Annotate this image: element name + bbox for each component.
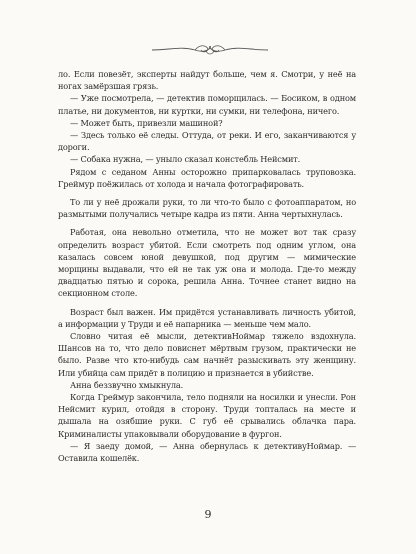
paragraph: Работая, она невольно отметила, что не может вот так сразу определить возраст убитой. Если смотреть под одним углом, она казалась совсем юной девушкой, под другим — мимические морщины выдавали, что ей не так уж она и молода. Где-то между двадцатью пятью и сорока, решила Анна. Точнее станет видно на секционном столе. [58, 227, 356, 299]
paragraph: Анна беззвучно хмыкнула. [70, 379, 184, 390]
page-number: 9 [204, 508, 212, 521]
paragraph: Когда Греймур закончила, тело подняли на носилки и унесли. Рон Нейсмит курил, отойдя в сторону. Труди топталась на месте и дышала на озябшие руки. С губ её срывались облачка пара. Криминалисты упаковывали оборудование в фургон. [58, 392, 356, 439]
paragraph: — Может быть, привезли машиной? [70, 117, 223, 128]
paragraph: — Уже посмотрела, — детектив поморщилась. — Босиком, в одном платье, ни документов, ни куртки, ни сумки, ни телефона, ничего. [58, 93, 356, 116]
paragraph: Рядом с седаном Анны осторожно припарковалась труповозка. Греймур поёжилась от холода и начала фотографировать. [58, 166, 356, 189]
paragraph: — Собака нужна, — уныло сказал констебль Нейсмит. [70, 154, 301, 165]
paragraph: — Здесь только её следы. Оттуда, от реки. И его, заканчиваются у дороги. [58, 130, 356, 153]
flourish-divider-icon [150, 42, 270, 58]
paragraph: Словно читая её мысли, детективНоймар тяжело вздохнула. Шансов на то, что дело повиснет мёртвым грузом, практически не было. Разве что кто-нибудь сам начнёт разыскивать эту женщину. Или убийца сам придёт в полицию и признается в убийстве. [58, 331, 356, 378]
paragraph: То ли у неё дрожали руки, то ли что-то было с фотоаппаратом, но размытыми получались четыре кадра из пяти. Анна чертыхнулась. [58, 197, 356, 220]
paragraph: — Я заеду домой, — Анна обернулась к детективуНоймар. — Оставила кошелёк. [58, 440, 356, 464]
paragraph: ло. Если повезёт, эксперты найдут больше, чем я. Смотри, у неё на ногах замёрзшая грязь. [58, 69, 356, 92]
paragraph: Возраст был важен. Им придётся устанавливать личность убитой, а информации у Труди и её напарника — меньше чем мало. [58, 306, 356, 329]
body-text [58, 68, 356, 464]
